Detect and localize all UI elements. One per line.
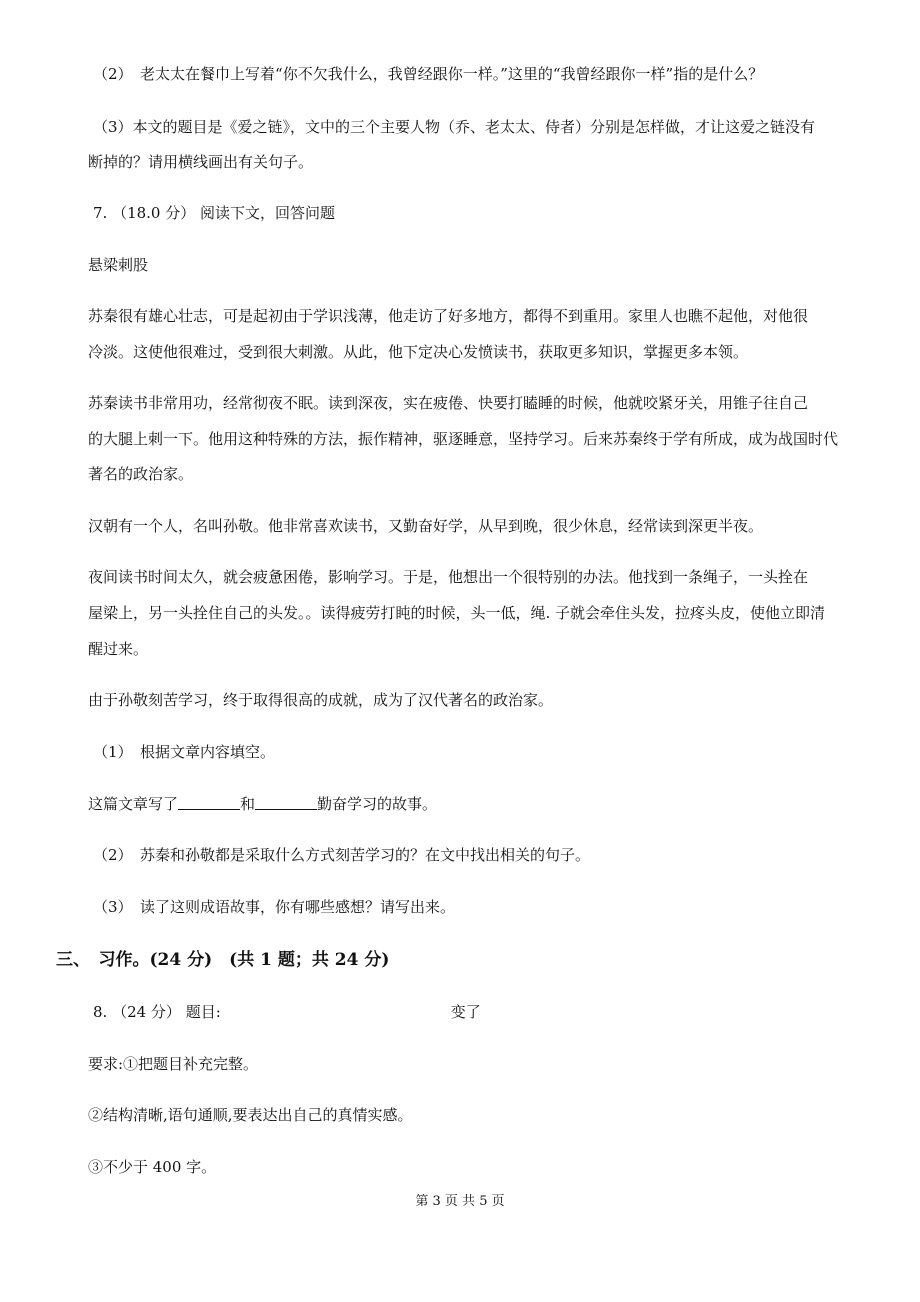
passage-p2-line3: 著名的政治家。 xyxy=(88,465,194,483)
q6-sub3-line1: （3）本文的题目是《爱之链》，文中的三个主要人物（乔、老太太、侍者）分别是怎样做，才让这爱之链没有 xyxy=(93,118,816,136)
passage-p3: 汉朝有一个人，名叫孙敬。他非常喜欢读书，又勤奋好学，从早到晚，很少休息，经常读到深更半夜。 xyxy=(88,517,764,535)
q7-header: 7. （18.0 分） 阅读下文，回答问题 xyxy=(93,204,336,222)
passage-p4-line2: 屋梁上，另一头拴住自己的头发。。读得疲劳打盹的时候，头一低，绳. 子就会牵住头发，拉疼头皮，使他立即清 xyxy=(88,604,826,622)
q6-sub3-line2: 断掉的？请用横线画出有关句子。 xyxy=(88,153,314,171)
q8-header-line xyxy=(93,1002,481,1022)
passage-p1-line2: 冷淡。这使他很难过，受到很大刺激。从此，他下定决心发愤读书，获取更多知识，掌握更多本领。 xyxy=(88,343,749,361)
section-heading: 三、 习作。(24 分) (共 1 题；共 24 分) xyxy=(56,950,390,970)
q8-title-suffix: 变了 xyxy=(450,1003,481,1021)
q7-sub1: （1） 根据文章内容填空。 xyxy=(93,743,276,761)
q6-sub2: （2） 老太太在餐巾上写着“你不欠我什么，我曾经跟你一样。”这里的“我曾经跟你一样”指的是什么？ xyxy=(93,65,764,83)
q7-sub2: （2） 苏秦和孙敬都是采取什么方式刻苦学习的？在文中找出相关的句子。 xyxy=(93,846,591,864)
fill-text-b: 和 xyxy=(240,795,256,813)
passage-p4-line1: 夜间读书时间太久，就会疲惫困倦，影响学习。于是，他想出一个很特别的办法。他找到一条绳子，一头拴在 xyxy=(88,568,809,586)
passage-title: 悬梁刺股 xyxy=(88,256,149,274)
q8-req3: ③不少于 400 字。 xyxy=(88,1158,217,1176)
q8-req1: 要求:①把题目补充完整。 xyxy=(88,1055,259,1073)
q7-sub3: （3） 读了这则成语故事，你有哪些感想？请写出来。 xyxy=(93,898,456,916)
q7-fill-line xyxy=(88,794,437,814)
passage-p1-line1: 苏秦很有雄心壮志，可是起初由于学识浅薄，他走访了好多地方，都得不到重用。家里人也瞧不起他，对他很 xyxy=(88,307,809,325)
fill-blank-2[interactable] xyxy=(255,795,317,810)
passage-p5: 由于孙敬刻苦学习，终于取得很高的成就，成为了汉代著名的政治家。 xyxy=(88,691,554,709)
fill-blank-1[interactable] xyxy=(178,795,240,810)
passage-p4-line3: 醒过来。 xyxy=(88,640,149,658)
q8-req2: ②结构清晰,语句通顺,要表达出自己的真情实感。 xyxy=(88,1106,413,1124)
fill-text-a: 这篇文章写了 xyxy=(88,795,179,813)
passage-p2-line1: 苏秦读书非常用功，经常彻夜不眠。读到深夜，实在疲倦、快要打瞌睡的时候，他就咬紧牙关，用锥子往自己 xyxy=(88,394,809,412)
q8-header: 8. （24 分） 题目: xyxy=(93,1003,221,1021)
fill-text-c: 勤奋学习的故事。 xyxy=(317,795,438,813)
page-footer: 第 3 页 共 5 页 xyxy=(415,1194,505,1209)
passage-p2-line2: 的大腿上刺一下。他用这种特殊的方法，振作精神，驱逐睡意，坚持学习。后来苏秦终于学有所成，成为战国时代 xyxy=(88,430,839,448)
